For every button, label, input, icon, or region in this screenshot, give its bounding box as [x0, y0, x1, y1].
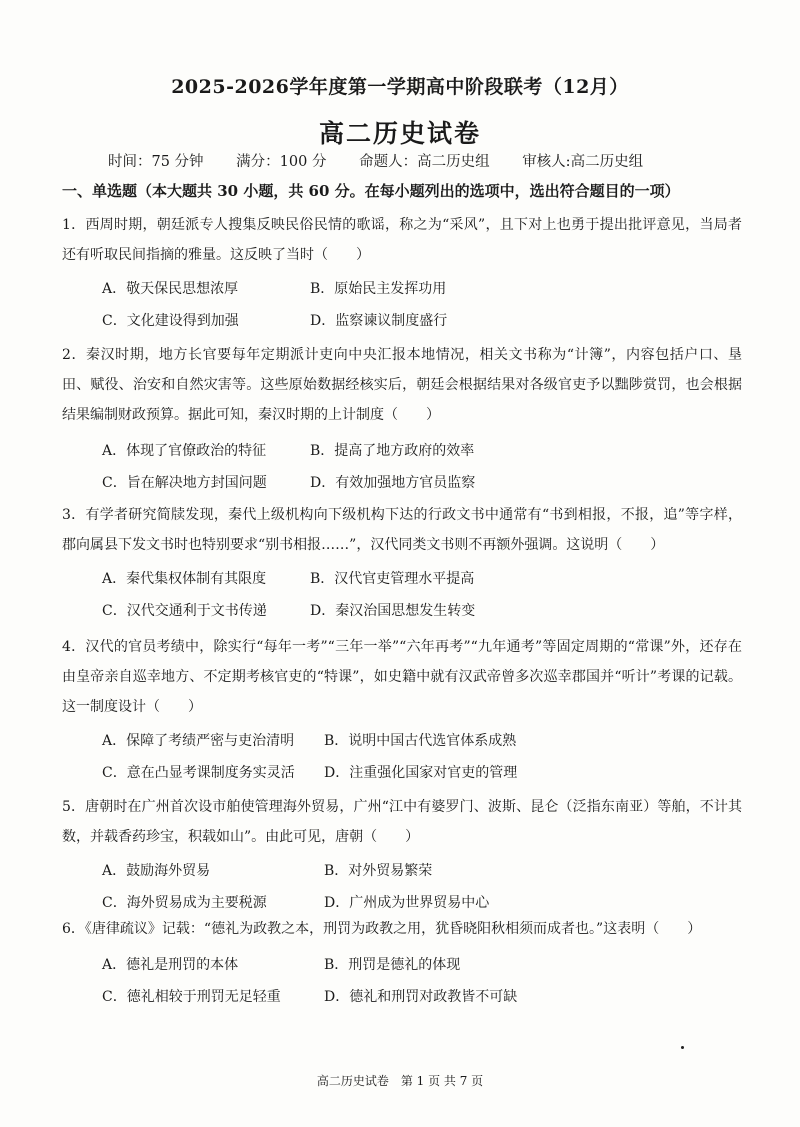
exam-reviewer: 审核人:高二历史组	[522, 154, 644, 170]
exam-author: 命题人：高二历史组	[359, 154, 490, 170]
option-a: A．德礼是刑罚的本体	[102, 957, 239, 973]
option-a: A．鼓励海外贸易	[102, 863, 211, 879]
question-3-stem: 3．有学者研究简牍发现，秦代上级机构向下级机构下达的行政文书中通常有“书到相报，不报，追”等字样，郡向属县下发文书时也特别要求“别书相报……”，汉代同类文书则不再额外强调。这说明（ ）	[62, 507, 742, 553]
option-d: D．监察谏议制度盛行	[310, 313, 448, 329]
page-footer: 高二历史试卷 第 1 页 共 7 页	[316, 1074, 484, 1088]
scan-speck	[681, 1046, 684, 1049]
question-1-stem: 1．西周时期，朝廷派专人搜集反映民俗民情的歌谣，称之为“采风”，且下对上也勇于提出批评意见，当局者还有听取民间指摘的雅量。这反映了当时（ ）	[62, 217, 742, 263]
option-d: D．德礼和刑罚对政教皆不可缺	[324, 989, 518, 1005]
question-6-stem: 6．《唐律疏议》记载：“德礼为政教之本，刑罚为政教之用，犹昏晓阳秋相须而成者也。”这表明（ ）	[62, 921, 702, 937]
option-c: C．意在凸显考课制度务实灵活	[102, 765, 295, 781]
option-c: C．旨在解决地方封国问题	[102, 475, 267, 491]
option-b: B．对外贸易繁荣	[324, 863, 433, 879]
question-4-stem: 4．汉代的官员考绩中，除实行“每年一考”“三年一举”“六年再考”“九年通考”等固定周期的“常课”外，还存在由皇帝亲自巡幸地方、不定期考核官吏的“特课”，如史籍中就有汉武帝曾多次巡幸郡国并“听计”考课的记载。这一制度设计（ ）	[62, 639, 742, 715]
option-d: D．广州成为世界贸易中心	[324, 895, 490, 911]
exam-score: 满分：100 分	[236, 154, 327, 170]
option-a: A．体现了官僚政治的特征	[102, 443, 267, 459]
option-d: D．秦汉治国思想发生转变	[310, 603, 476, 619]
exam-time: 时间：75 分钟	[108, 154, 204, 170]
question-2-stem: 2．秦汉时期，地方长官要每年定期派计吏向中央汇报本地情况，相关文书称为“计簿”，内容包括户口、垦田、赋役、治安和自然灾害等。这些原始数据经核实后，朝廷会根据结果对各级官吏予以黜陟赏罚，也会根据结果编制财政预算。据此可知，秦汉时期的上计制度（ ）	[62, 347, 742, 423]
option-c: C．汉代交通利于文书传递	[102, 603, 267, 619]
option-a: A．秦代集权体制有其限度	[102, 571, 267, 587]
option-b: B．原始民主发挥功用	[310, 281, 447, 297]
option-d: D．注重强化国家对官吏的管理	[324, 765, 518, 781]
option-b: B．提高了地方政府的效率	[310, 443, 475, 459]
option-c: C．海外贸易成为主要税源	[102, 895, 267, 911]
paper-title: 高二历史试卷	[318, 119, 481, 148]
section-heading: 一、单选题（本大题共 30 小题，共 60 分。在每小题列出的选项中，选出符合题目的一项）	[62, 182, 680, 200]
option-b: B．刑罚是德礼的体现	[324, 957, 461, 973]
option-c: C．德礼相较于刑罚无足轻重	[102, 989, 281, 1005]
question-5-stem: 5．唐朝时在广州首次设市舶使管理海外贸易，广州“江中有婆罗门、波斯、昆仑（泛指东南亚）等舶，不计其数，并载香药珍宝，积载如山”。由此可见，唐朝（ ）	[62, 799, 742, 845]
option-a: A．保障了考绩严密与吏治清明	[102, 733, 295, 749]
exam-title: 2025-2026学年度第一学期高中阶段联考（12月）	[171, 76, 629, 98]
option-b: B．说明中国古代选官体系成熟	[324, 733, 517, 749]
option-d: D．有效加强地方官员监察	[310, 475, 476, 491]
option-b: B．汉代官吏管理水平提高	[310, 571, 475, 587]
exam-meta	[108, 150, 728, 171]
option-a: A．敬天保民思想浓厚	[102, 281, 239, 297]
option-c: C．文化建设得到加强	[102, 313, 239, 329]
